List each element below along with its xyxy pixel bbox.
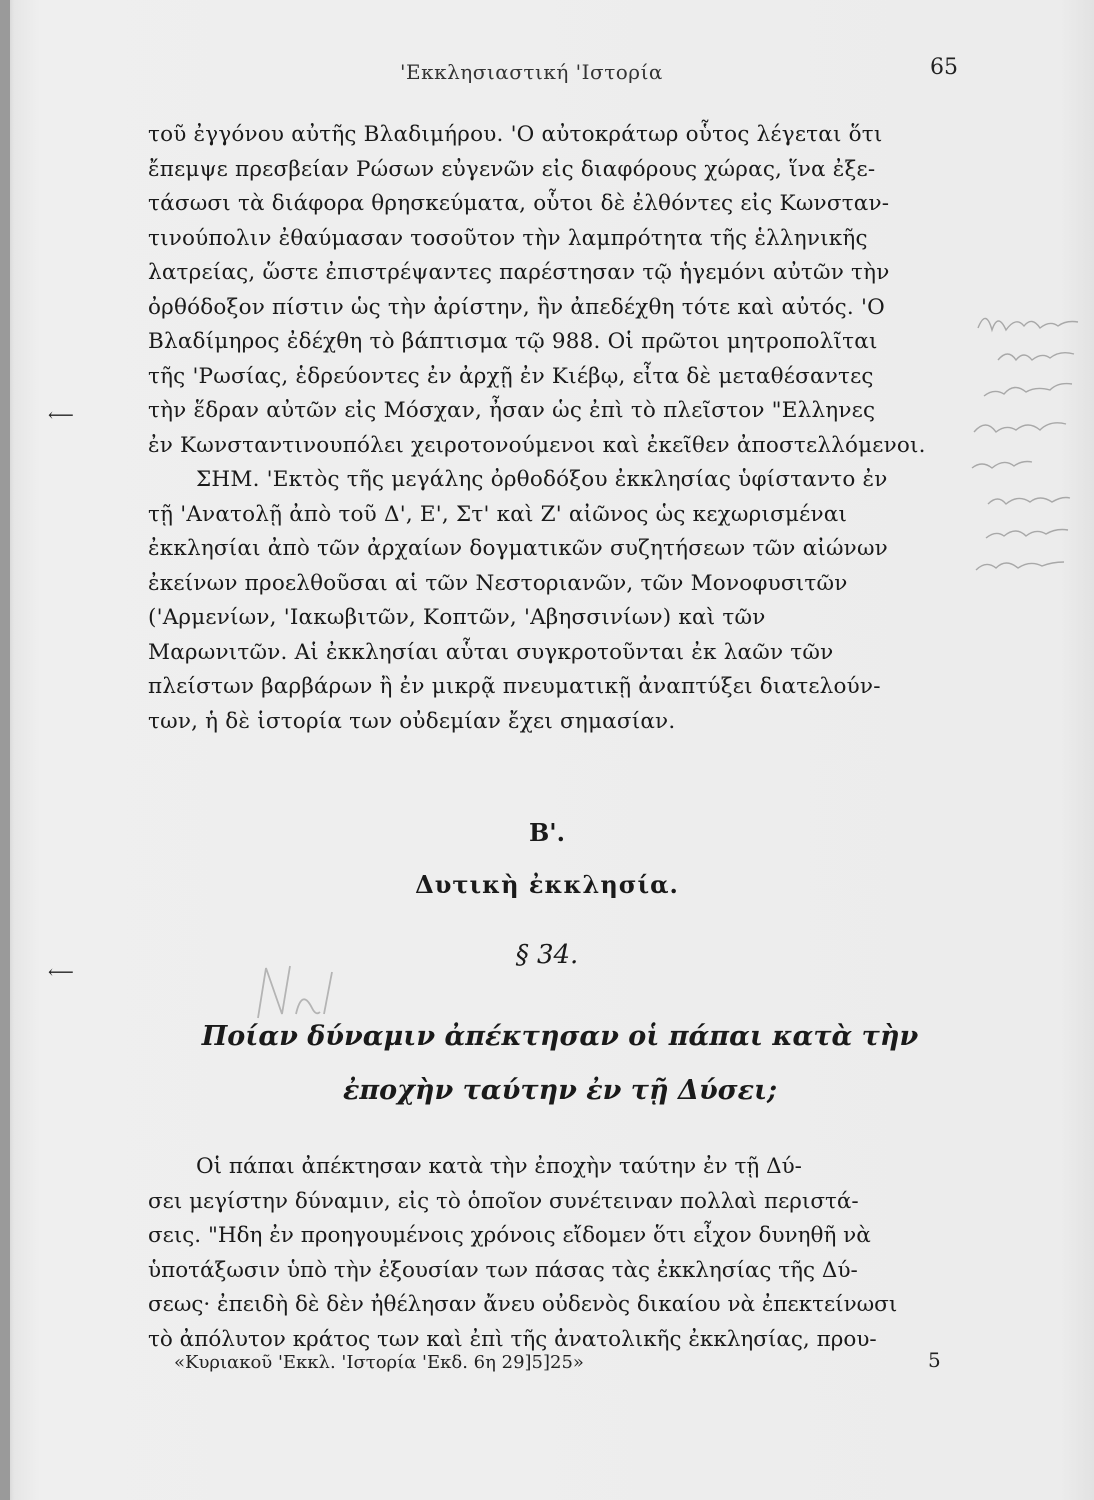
note-line: ('Αρμενίων, 'Ιακωβιτῶν, Κοπτῶν, 'Αβησσινίων) καὶ τῶν — [148, 605, 766, 630]
running-title: 'Εκκλησιαστική 'Ιστορία — [400, 60, 663, 84]
text-line: τῆς 'Ρωσίας, ἑδρεύοντες ἐν ἀρχῇ ἐν Κιέβῳ, εἶτα δὲ μεταθέσαντες — [148, 363, 874, 389]
answer-line: σει μεγίστην δύναμιν, εἰς τὸ ὁποῖον συνέτειναν πολλαὶ περιστά- — [148, 1188, 859, 1214]
answer-line: σεως· ἐπειδὴ δὲ δὲν ἠθέλησαν ἄνευ οὐδενὸς δικαίου νὰ ἐπεκτείνωσι — [148, 1292, 898, 1317]
text-line: τὴν ἕδραν αὐτῶν εἰς Μόσχαν, ἦσαν ὡς ἐπὶ τὸ πλεῖστον "Ελληνες — [148, 398, 876, 423]
handwritten-pencil-notes — [968, 300, 1090, 590]
section-title: Δυτικὴ ἐκκλησία. — [415, 870, 679, 899]
text-line: τοῦ ἐγγόνου αὐτῆς Βλαδιμήρου. 'Ο αὐτοκράτωρ οὗτος λέγεται ὅτι — [148, 122, 883, 147]
margin-arrow-mark: ⟵ — [48, 962, 74, 983]
text-line: τάσωσι τὰ διάφορα θρησκεύματα, οὗτοι δὲ ἐλθόντες εἰς Κωνσταν- — [148, 191, 890, 216]
text-line: λατρείας, ὥστε ἐπιστρέψαντες παρέστησαν τῷ ἡγεμόνι αὐτῶν τὴν — [148, 260, 890, 285]
handwritten-pencil-initial — [252, 958, 342, 1028]
question-line: Ποίαν δύναμιν ἀπέκτησαν οἱ πάπαι κατὰ τὴν — [201, 1021, 919, 1052]
main-paragraph — [148, 118, 960, 739]
page-number: 65 — [930, 55, 958, 80]
section-label: Β'. — [529, 818, 565, 847]
paragraph-number: § 34. — [515, 940, 579, 970]
note-line: τῇ 'Ανατολῇ ἀπὸ τοῦ Δ', Ε', Στ' καὶ Ζ' αἰῶνος ὡς κεχωρισμέναι — [148, 501, 848, 527]
note-line: ἐκείνων προελθοῦσαι αἱ τῶν Νεστοριανῶν, τῶν Μονοφυσιτῶν — [148, 570, 848, 596]
note-line: πλείστων βαρβάρων ἢ ἐν μικρᾷ πνευματικῇ ἀναπτύξει διατελούν- — [148, 674, 881, 699]
signature-number: 5 — [928, 1348, 941, 1372]
answer-line: σεις. "Ηδη ἐν προηγουμένοις χρόνοις εἴδομεν ὅτι εἶχον δυνηθῆ νὰ — [148, 1223, 871, 1248]
note-line: Μαρωνιτῶν. Αἱ ἐκκλησίαι αὗται συγκροτοῦνται ἐκ λαῶν τῶν — [148, 639, 834, 665]
text-line: ἔπεμψε πρεσβείαν Ρώσων εὐγενῶν εἰς διαφόρους χώρας, ἵνα ἐξε- — [148, 156, 876, 182]
book-spine-edge — [0, 0, 10, 1500]
answer-line: τὸ ἀπόλυτον κράτος των καὶ ἐπὶ τῆς ἀνατολικῆς ἐκκλησίας, πρου- — [148, 1326, 877, 1352]
footer-imprint: «Κυριακοῦ 'Εκκλ. 'Ιστορία 'Εκδ. 6η 29]5]25» — [174, 1352, 584, 1373]
answer-line: ὑποτάξωσιν ὑπὸ τὴν ἐξουσίαν των πάσας τὰς ἐκκλησίας τῆς Δύ- — [148, 1257, 858, 1283]
answer-line: Οἱ πάπαι ἀπέκτησαν κατὰ τὴν ἐποχὴν ταύτην ἐν τῇ Δύ- — [196, 1154, 802, 1179]
answer-paragraph — [148, 1150, 978, 1357]
text-line: ὀρθόδοξον πίστιν ὡς τὴν ἀρίστην, ἣν ἀπεδέχθη τότε καὶ αὐτός. 'Ο — [148, 294, 885, 320]
note-line: των, ἡ δὲ ἱστορία των οὐδεμίαν ἔχει σημασίαν. — [148, 708, 676, 734]
note-line: ΣΗΜ. 'Εκτὸς τῆς μεγάλης ὀρθοδόξου ἐκκλησίας ὑφίσταντο ἐν — [196, 467, 888, 492]
text-line: Βλαδίμηρος ἐδέχθη τὸ βάπτισμα τῷ 988. Οἱ πρῶτοι μητροπολῖται — [148, 329, 878, 354]
question-line: ἐποχὴν ταύτην ἐν τῇ Δύσει; — [342, 1075, 778, 1106]
text-line: ἐν Κωνσταντινουπόλει χειροτονούμενοι καὶ ἐκεῖθεν ἀποστελλόμενοι. — [148, 432, 926, 458]
text-line: τινούπολιν ἐθαύμασαν τοσοῦτον τὴν λαμπρότητα τῆς ἑλληνικῆς — [148, 225, 868, 251]
margin-arrow-mark: ⟵ — [48, 405, 74, 426]
note-line: ἐκκλησίαι ἀπὸ τῶν ἀρχαίων δογματικῶν συζητήσεων τῶν αἰώνων — [148, 536, 888, 561]
